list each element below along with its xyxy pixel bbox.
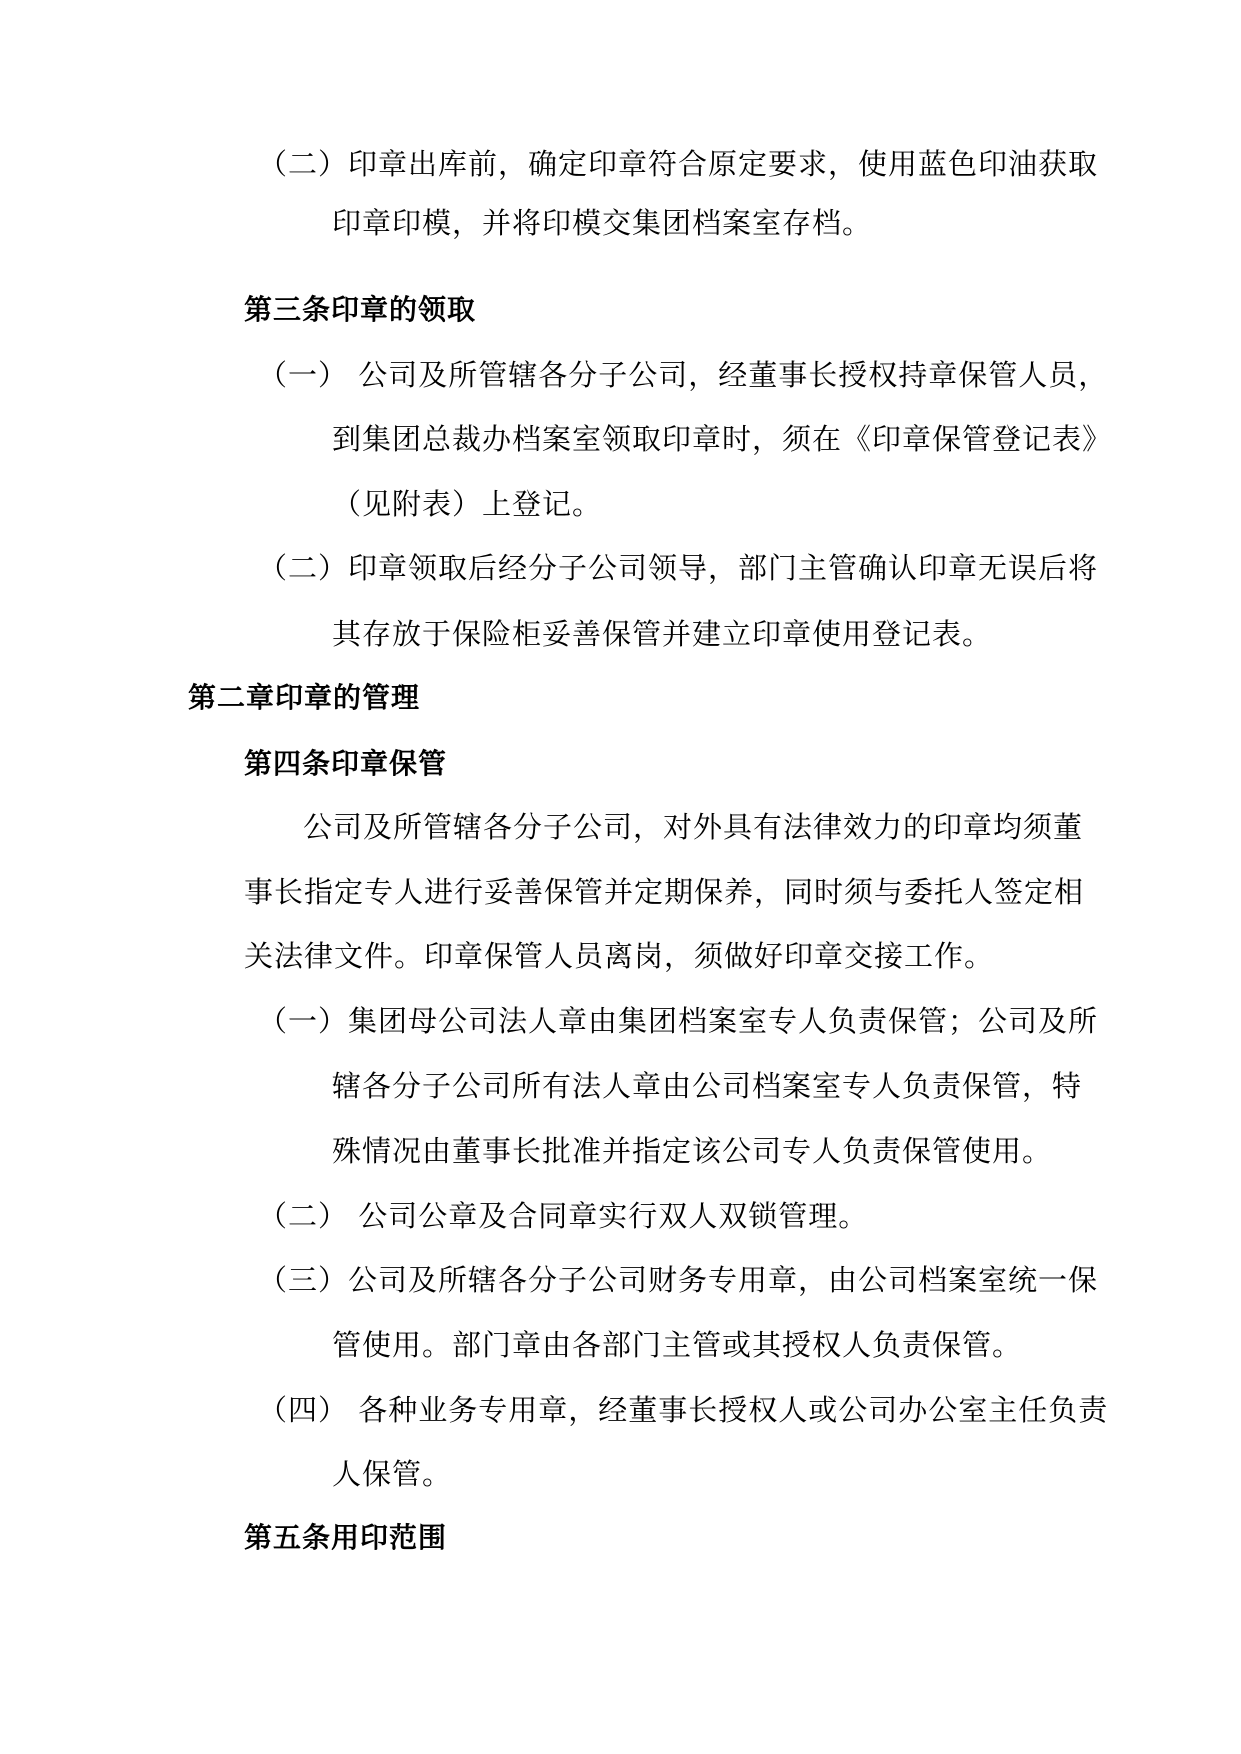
text-line: （三）公司及所辖各分子公司财务专用章，由公司档案室统一保 <box>258 1263 1099 1297</box>
text-line: 人保管。 <box>332 1457 453 1491</box>
section-heading: 第四条印章保管 <box>244 747 448 780</box>
text-line: 关法律文件。印章保管人员离岗，须做好印章交接工作。 <box>244 939 995 973</box>
text-line: （二）印章领取后经分子公司领导，部门主管确认印章无误后将 <box>258 551 1099 585</box>
text-line: 事长指定专人进行妥善保管并定期保养，同时须与委托人签定相 <box>244 875 1085 909</box>
text-line: 印章印模，并将印模交集团档案室存档。 <box>332 206 873 240</box>
text-line: 到集团总裁办档案室领取印章时，须在《印章保管登记表》 <box>332 422 1113 456</box>
text-line: （二）印章出库前，确定印章符合原定要求，使用蓝色印油获取 <box>258 147 1099 181</box>
text-line: （见附表）上登记。 <box>332 487 603 521</box>
section-heading: 第三条印章的领取 <box>244 293 477 326</box>
text-line: 殊情况由董事长批准并指定该公司专人负责保管使用。 <box>332 1134 1053 1168</box>
text-line: （一） 公司及所管辖各分子公司，经董事长授权持章保管人员， <box>258 358 1109 392</box>
text-line: 管使用。部门章由各部门主管或其授权人负责保管。 <box>332 1328 1023 1362</box>
text-line: （一）集团母公司法人章由集团档案室专人负责保管；公司及所 <box>258 1004 1099 1038</box>
text-line: 公司及所管辖各分子公司，对外具有法律效力的印章均须董 <box>303 810 1084 844</box>
text-line: 其存放于保险柜妥善保管并建立印章使用登记表。 <box>332 617 993 651</box>
text-line: （二） 公司公章及合同章实行双人双锁管理。 <box>258 1199 869 1233</box>
section-heading: 第五条用印范围 <box>244 1521 448 1554</box>
text-line: （四） 各种业务专用章，经董事长授权人或公司办公室主任负责 <box>258 1393 1109 1427</box>
chapter-heading: 第二章印章的管理 <box>188 681 421 714</box>
text-line: 辖各分子公司所有法人章由公司档案室专人负责保管，特 <box>332 1069 1083 1103</box>
